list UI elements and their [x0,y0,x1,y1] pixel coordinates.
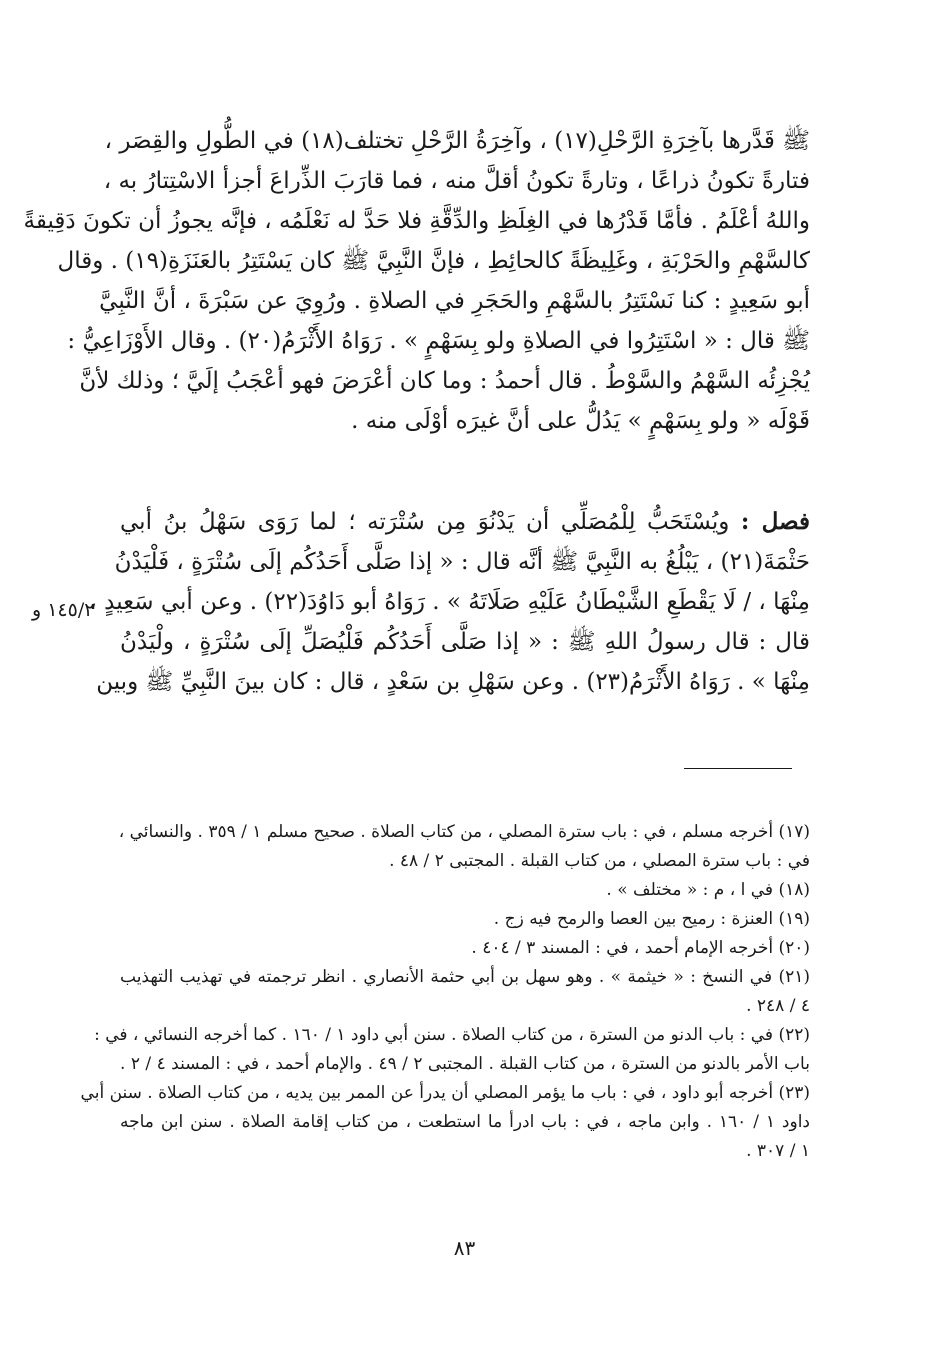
footnote-line: (٢٠) أخرجه الإمام أحمد ، في : المسند ٣ / ٤٠٤ . [471,938,810,958]
main-paragraph-2 [89,502,810,702]
text-line: حَثْمَةَ(٢١) ، يَبْلُغُ به النَّبِيَّ ﷺ أنَّه قال : « إذا صَلَّى أَحَدُكُم إلَى سُتْرَةٍ ، فَلْيَدْنُ [114,549,810,575]
footnote-line: (١٩) العنزة : رميح بين العصا والرمح فيه زج . [493,909,810,929]
footnote-line: (٢٢) في : باب الدنو من السترة ، من كتاب الصلاة . سنن أبي داود ١ / ١٦٠ . كما أخرجه النسائي ، في : [94,1025,810,1045]
text-line: أبو سَعِيدٍ : كنا نَسْتَتِرُ بالسَّهْمِ والحَجَرِ في الصلاةِ . ورُوِيَ عن سَبْرَةَ ، أنَّ النَّبِيَّ [99,288,810,314]
footnote-line: (٢٣) أخرجه أبو داود ، في : باب ما يؤمر المصلي أن يدرأ عن الممر بين يديه ، من كتاب الصلاة . سنن أبي [80,1083,810,1103]
footnote-line: داود ١ / ١٦٠ . وابن ماجه ، في : باب ادرأ ما استطعت ، من كتاب إقامة الصلاة . سنن ابن ماجه [120,1112,810,1132]
text-line: واللهُ أعْلَمُ . فأمَّا قَدْرُها في الغِلَظِ والدِّقَّةِ فلا حَدَّ له نَعْلَمُه ، فإنَّه يجوزُ أن تكونَ دَقِيقةً [23,208,810,234]
text-line-body: ويُسْتَحَبُّ لِلْمُصَلِّي أن يَدْنُوَ مِن سُتْرَته ؛ لما رَوَى سَهْلُ بنُ أبي [120,509,730,535]
footnote-line: في : باب سترة المصلي ، من كتاب القبلة . المجتبى ٢ / ٤٨ . [389,851,810,871]
text-line: قَوْلَه « ولو بِسَهْمٍ » يَدُلُّ على أنَّ غيرَه أوْلَى منه . [351,408,810,434]
text-line: كالسَّهْمِ والحَرْبَةِ ، وغَلِيظَةً كالحائِطِ ، فإنَّ النَّبِيَّ ﷺ كان يَسْتَتِرُ بالعَنَزَةِ(١٩) . وقال [57,248,810,274]
footnote-line: ١ / ٣٠٧ . [746,1141,810,1161]
footnote-line: (٢١) في النسخ : « خيثمة » . وهو سهل بن أبي حثمة الأنصاري . انظر ترجمته في تهذيب التهذيب [120,967,810,987]
text-line: فتارةً تكونُ ذراعًا ، وتارةً تكونُ أقلَّ منه ، فما قارَبَ الذِّراعَ أجزأ الاسْتِتارُ به ، [103,168,810,194]
main-paragraph-1 [23,121,810,441]
footnote-line: (١٨) في ا ، م : « مختلف » . [606,880,810,900]
text-line: ﷺ قال : « اسْتَتِرُوا في الصلاةِ ولو بِسَهْمٍ » . رَوَاهُ الأَثْرَمُ(٢٠) . وقال الأَوْزَاعِيُّ : [67,328,810,354]
text-line [120,502,810,542]
text-line: قال : قال رسولُ اللهِ ﷺ : « إذا صَلَّى أَحَدُكُم فَلْيُصَلِّ إلَى سُتْرَةٍ ، ولْيَدْنُ [120,629,810,655]
section-heading: فصل : [740,508,810,535]
footnotes [80,818,810,1166]
text-line: مِنْهَا » . رَوَاهُ الأَثْرَمُ(٢٣) . وعن سَهْلِ بن سَعْدٍ ، قال : كان بينَ النَّبِيِّ ﷺ وبين [96,669,810,695]
text-line: ﷺ قَدَّرها بآخِرَةِ الرَّحْلِ(١٧) ، وآخِرَةُ الرَّحْلِ تختلف(١٨) في الطُّولِ والقِصَر ، [104,128,810,154]
page-number: ٨٣ [453,1236,476,1260]
footnote-line: (١٧) أخرجه مسلم ، في : باب سترة المصلي ، من كتاب الصلاة . صحيح مسلم ١ / ٣٥٩ . والنسائي ، [118,822,810,842]
marginal-folio-note: ١٤٥/٢ و [32,599,95,621]
footnote-separator [684,768,792,769]
text-line: يُجْزِئُه السَّهْمُ والسَّوْطُ . قال أحمدُ : وما كان أعْرَضَ فهو أعْجَبُ إلَيَّ ؛ وذلك لأنَّ [79,368,810,394]
text-line: مِنْهَا ، / لَا يَقْطَعِ الشَّيْطَانُ عَلَيْهِ صَلَاتَهُ » . رَوَاهُ أبو دَاوُدَ(٢٢) . وعن أبي سَعِيدٍ ، [89,589,810,615]
footnote-line: باب الأمر بالدنو من السترة ، من كتاب القبلة . المجتبى ٢ / ٤٩ . والإمام أحمد ، في : المسند ٤ / ٢ . [120,1054,810,1074]
footnote-line: ٤ / ٢٤٨ . [746,996,810,1016]
